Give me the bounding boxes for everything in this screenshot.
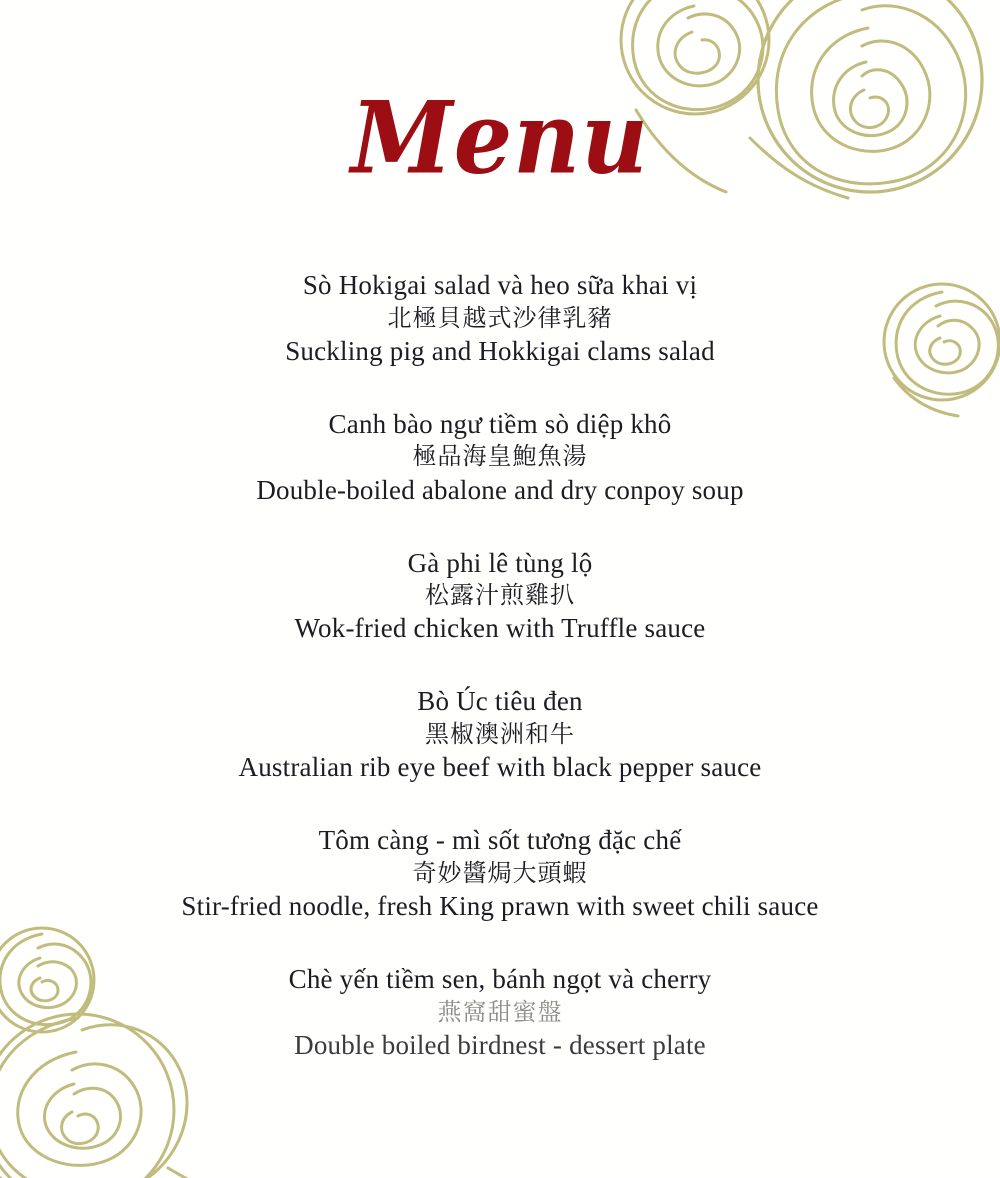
page-title	[0, 79, 1000, 197]
course-name-chinese: 燕窩甜蜜盤	[437, 997, 563, 1026]
course-name-chinese: 黑椒澳洲和牛	[425, 720, 575, 749]
menu-course-item	[0, 407, 1000, 508]
course-name-vietnamese: Chè yến tiềm sen, bánh ngọt và cherry	[288, 964, 712, 995]
menu-course-item	[0, 823, 1000, 924]
course-name-vietnamese: Sò Hokigai salad và heo sữa khai vị	[302, 270, 698, 300]
course-name-vietnamese: Tôm càng - mì sốt tương đặc chế	[318, 825, 682, 856]
course-name-english: Stir-fried noodle, fresh King prawn with sweet chili sauce	[181, 891, 819, 922]
course-name-english: Australian rib eye beef with black pepper sauce	[238, 752, 762, 783]
course-name-english: Double-boiled abalone and dry conpoy soup	[256, 474, 744, 505]
course-name-chinese: 北極貝越式沙律乳豬	[387, 303, 613, 332]
course-name-chinese: 奇妙醬焗大頭蝦	[412, 858, 588, 887]
course-name-english: Wok-fried chicken with Truffle sauce	[294, 613, 706, 644]
menu-title-text: Menu	[350, 79, 650, 197]
course-name-english: Suckling pig and Hokkigai clams salad	[285, 335, 715, 366]
course-name-english: Double boiled birdnest - dessert plate	[294, 1029, 706, 1060]
course-name-vietnamese: Bò Úc tiêu đen	[417, 686, 583, 717]
menu-course-item	[0, 268, 1000, 369]
course-name-chinese: 極品海皇鮑魚湯	[412, 442, 588, 471]
menu-course-list	[0, 268, 1000, 1063]
menu-course-item	[0, 962, 1000, 1063]
course-name-vietnamese: Canh bào ngư tiềm sò diệp khô	[328, 408, 672, 439]
menu-course-item	[0, 546, 1000, 647]
course-name-chinese: 松露汁煎雞扒	[425, 581, 575, 610]
menu-course-item	[0, 684, 1000, 785]
course-name-vietnamese: Gà phi lê tùng lộ	[407, 547, 593, 578]
